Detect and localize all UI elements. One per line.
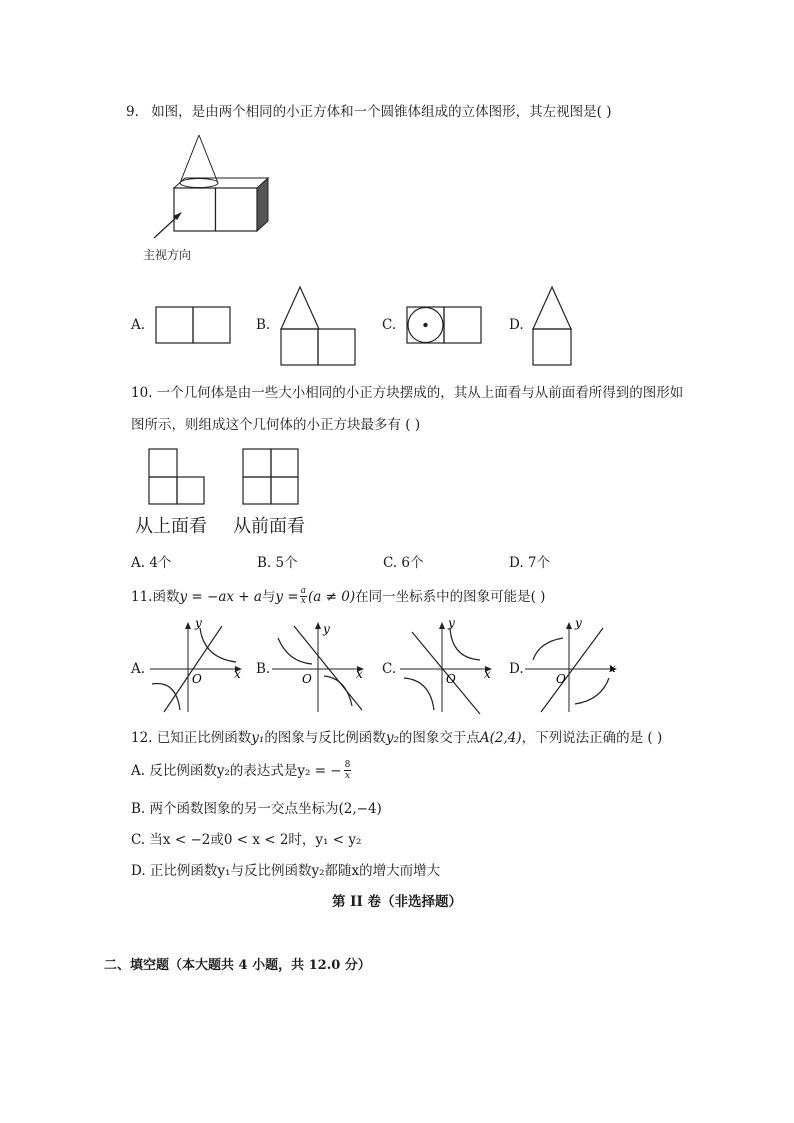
q9-option-c-label: C. [382, 317, 397, 333]
x-axis-label: x [484, 667, 491, 681]
q11-option-a-graph [150, 616, 250, 716]
q12-stem [131, 729, 662, 747]
line-graph [294, 626, 362, 710]
y-axis-arrow [315, 622, 321, 629]
q9-option-a-figure [155, 306, 231, 344]
q10-caption-front: 从前面看 [233, 516, 305, 537]
q10-stem-line1: 10. 一个几何体是由一些大小相同的小正方块摆成的，其从上面看与从前面看所得到的图形如 [131, 385, 684, 401]
x-axis-label: x [356, 667, 363, 681]
q9-option-b-label: B. [256, 317, 271, 333]
origin-label: O [556, 672, 566, 686]
q12-option-d: D. 正比例函数y₁与反比例函数y₂都随x的增大而增大 [131, 863, 441, 879]
hyperbola-branch-1 [533, 638, 563, 660]
q10-option-a: A. 4个 [131, 555, 172, 571]
q11-option-c-label: C. [382, 661, 397, 677]
hyperbola-branch-1 [200, 628, 236, 662]
q11-option-d-label: D. [509, 661, 524, 677]
cube-front-left [174, 188, 216, 231]
q12-option-a [131, 760, 351, 781]
q11-text-b: 与 [261, 588, 276, 605]
part2-heading: 二、填空题（本大题共 4 小题，共 12.0 分） [104, 958, 371, 973]
q9-option-d-label: D. [509, 317, 524, 333]
center-dot [423, 323, 427, 327]
grid-cell [271, 477, 298, 504]
origin-label: O [192, 672, 202, 686]
grid-cell [243, 477, 271, 504]
q10-top-view [148, 448, 206, 506]
y-axis-label: y [448, 616, 455, 630]
q11-f2-y: y = [275, 588, 299, 605]
hyperbola-branch-1 [450, 628, 480, 660]
q11-option-a-label: A. [131, 661, 146, 677]
q11-option-b-label: B. [256, 661, 271, 677]
q12-point: A(2,4) [479, 730, 522, 746]
triangle [533, 287, 571, 329]
q11-stem [131, 587, 545, 606]
q11-option-d-graph [525, 616, 625, 716]
q11-f2-num: a [300, 586, 307, 596]
q10-option-c: C. 6个 [383, 555, 424, 571]
grid-cell [149, 449, 177, 477]
hyperbola-branch-2 [324, 676, 352, 706]
q12-option-a-fraction [344, 760, 352, 781]
q9-solid-figure [140, 130, 280, 265]
line-graph [541, 628, 603, 712]
grid-cell [149, 477, 177, 504]
x-axis-label: x [609, 661, 616, 675]
grid-cell [271, 449, 298, 477]
q12-option-a-num: 8 [344, 760, 351, 770]
square-right [444, 307, 481, 343]
q10-front-view [242, 448, 300, 506]
y-axis-label: y [575, 616, 582, 630]
hyperbola-branch-2 [404, 678, 434, 710]
hyperbola-branch-2 [575, 678, 609, 704]
q11-option-b-graph [272, 616, 372, 716]
origin-label: O [302, 672, 312, 686]
q12-y1: y₁ [251, 730, 265, 746]
q12-option-c: C. 当x < −2或0 < x < 2时，y₁ < y₂ [131, 832, 362, 848]
x-axis-label: x [234, 667, 241, 681]
q9-number: 9. [126, 104, 139, 120]
q9-stem [126, 103, 612, 121]
q12-stem-b: 的图象与反比例函数 [264, 730, 386, 746]
q10-option-d: D. 7个 [509, 555, 551, 571]
q10-option-b: B. 5个 [257, 555, 298, 571]
q12-stem-d: ，下列说法正确的是 ( ) [521, 730, 663, 746]
grid-cell [177, 477, 204, 504]
square-right [193, 307, 230, 343]
origin-label: O [446, 672, 456, 686]
cube-front-right [216, 188, 258, 231]
q11-text-c: 在同一坐标系中的图象可能是( ) [355, 588, 546, 605]
y-axis-arrow [439, 622, 445, 629]
section-title: 第 II 卷（非选择题） [331, 894, 463, 910]
y-axis-label: y [323, 622, 330, 636]
q9-option-c-figure [406, 306, 482, 344]
q10-stem-line2: 图所示，则组成这个几何体的小正方块最多有 ( ) [131, 417, 421, 433]
q12-option-a-text: A. 反比例函数y₂的表达式是y₂ = − [131, 762, 342, 779]
triangle [281, 287, 319, 329]
q11-number: 11. [131, 588, 153, 605]
q9-option-d-figure [532, 285, 572, 367]
cone-left-edge [180, 135, 199, 183]
q12-option-a-den: x [344, 771, 351, 781]
q12-option-b: B. 两个函数图象的另一交点坐标为(2,−4) [131, 801, 382, 817]
q11-fraction [300, 587, 307, 606]
cone-right-edge [199, 135, 218, 183]
square [533, 329, 571, 365]
q11-f1: y = −ax + a [179, 588, 262, 605]
q12-y2: y₂ [385, 730, 399, 746]
q12-stem-c: 的图象交于点 [398, 730, 480, 746]
square-left [156, 307, 193, 343]
q11-text-a: 函数 [152, 588, 180, 605]
q9-text: 如图，是由两个相同的小正方体和一个圆锥体组成的立体图形，其左视图是( ) [151, 104, 612, 120]
square-right [318, 329, 355, 365]
q10-caption-top: 从上面看 [135, 516, 207, 537]
grid-cell [243, 449, 271, 477]
q9-figure-label: 主视方向 [143, 248, 192, 262]
q11-option-c-graph [400, 616, 500, 716]
y-axis-arrow [566, 622, 572, 629]
square-left [281, 329, 318, 365]
q12-stem-a: 12. 已知正比例函数 [131, 730, 252, 746]
q9-option-a-label: A. [131, 317, 146, 333]
y-axis-arrow [185, 622, 191, 629]
q11-f2-den: x [300, 596, 306, 606]
q9-option-b-figure [280, 285, 356, 367]
q11-f2-cond: (a ≠ 0) [308, 588, 356, 605]
hyperbola-branch-2 [152, 684, 180, 710]
y-axis-label: y [195, 616, 202, 630]
